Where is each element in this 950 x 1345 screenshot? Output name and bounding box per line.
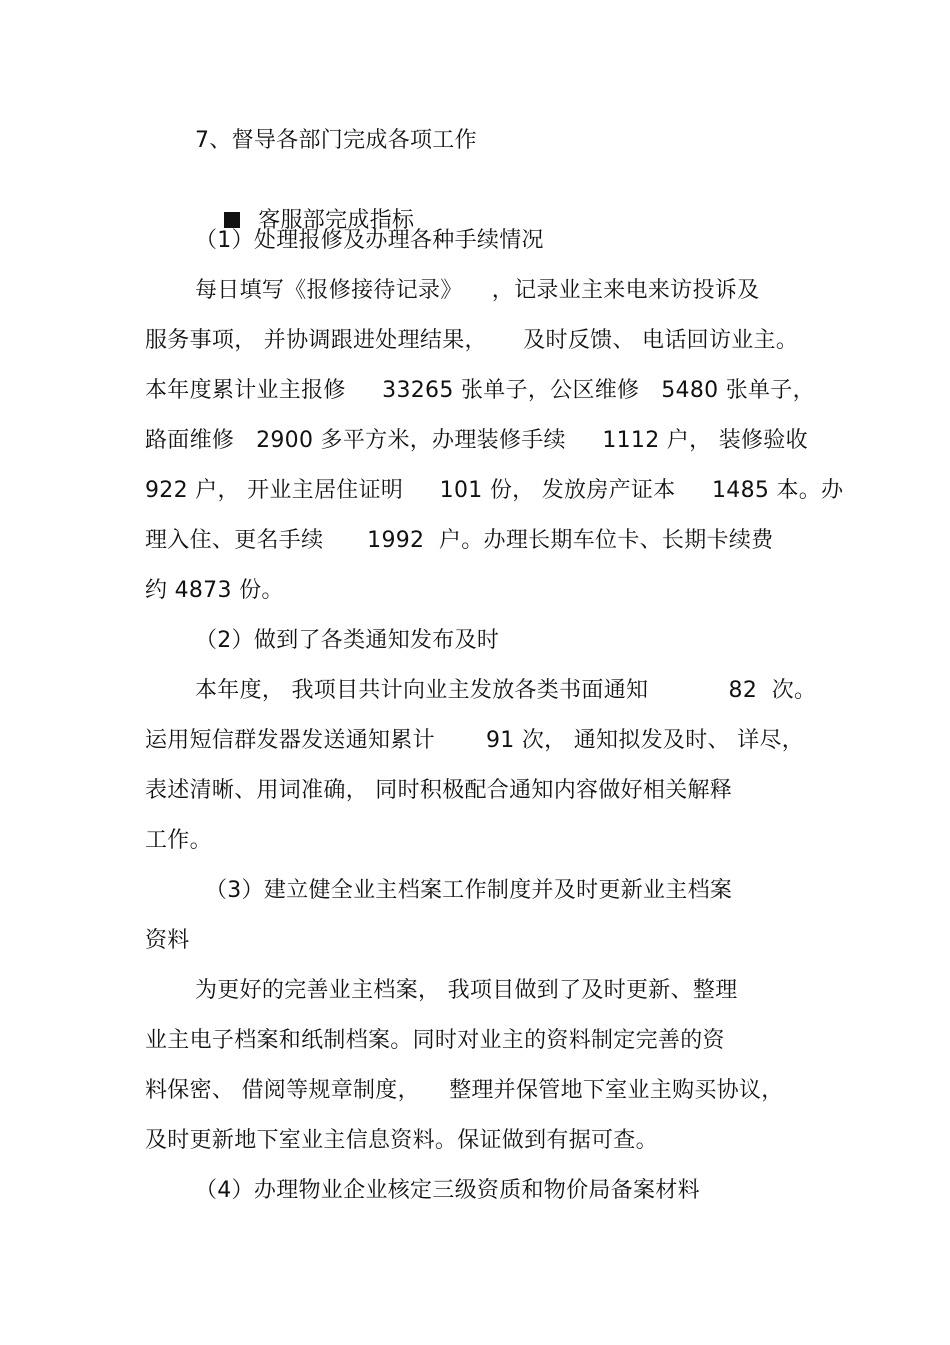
paragraph-line: 为更好的完善业主档案， 我项目做到了及时更新、整理 [195,978,738,1003]
subheading-1: （1）处理报修及办理各种手续情况 [195,228,544,253]
paragraph-line: 工作。 [145,828,212,853]
section-heading-7: 7、督导各部门完成各项工作 [195,128,477,153]
paragraph-line: 服务事项， 并协调跟进处理结果， 及时反馈、 电话回访业主。 [145,328,799,353]
paragraph-line: 及时更新地下室业主信息资料。保证做到有据可查。 [145,1128,658,1153]
paragraph-line: 约 4873 份。 [145,578,284,603]
paragraph-line: 每日填写《报修接待记录》 ，记录业主来电来访投诉及 [195,278,760,303]
subheading-4: （4）办理物业企业核定三级资质和物价局备案材料 [195,1178,700,1203]
paragraph-line: 表述清晰、用词准确， 同时积极配合通知内容做好相关解释 [145,778,733,803]
paragraph-line: 922 户， 开业主居住证明 101 份， 发放房产证本 1485 本。办 [145,478,844,503]
subheading-3: （3）建立健全业主档案工作制度并及时更新业主档案 [205,878,733,903]
subheading-3-continued: 资料 [145,928,190,953]
paragraph-line: 料保密、 借阅等规章制度， 整理并保管地下室业主购买协议， [145,1078,784,1103]
bullet-heading-text: 客服部完成指标 [258,208,415,233]
paragraph-line: 业主电子档案和纸制档案。同时对业主的资料制定完善的资 [145,1028,725,1053]
paragraph-line: 运用短信群发器发送通知累计 91 次， 通知拟发及时、 详尽， [145,728,805,753]
paragraph-line: 本年度， 我项目共计向业主发放各类书面通知 82 次。 [195,678,817,703]
paragraph-line: 路面维修 2900 多平方米，办理装修手续 1112 户， 装修验收 [145,428,808,453]
subheading-2: （2）做到了各类通知发布及时 [195,628,500,653]
paragraph-line: 本年度累计业主报修 33265 张单子，公区维修 5480 张单子， [145,378,815,403]
paragraph-line: 理入住、更名手续 1992 户。办理长期车位卡、长期卡续费 [145,528,774,553]
